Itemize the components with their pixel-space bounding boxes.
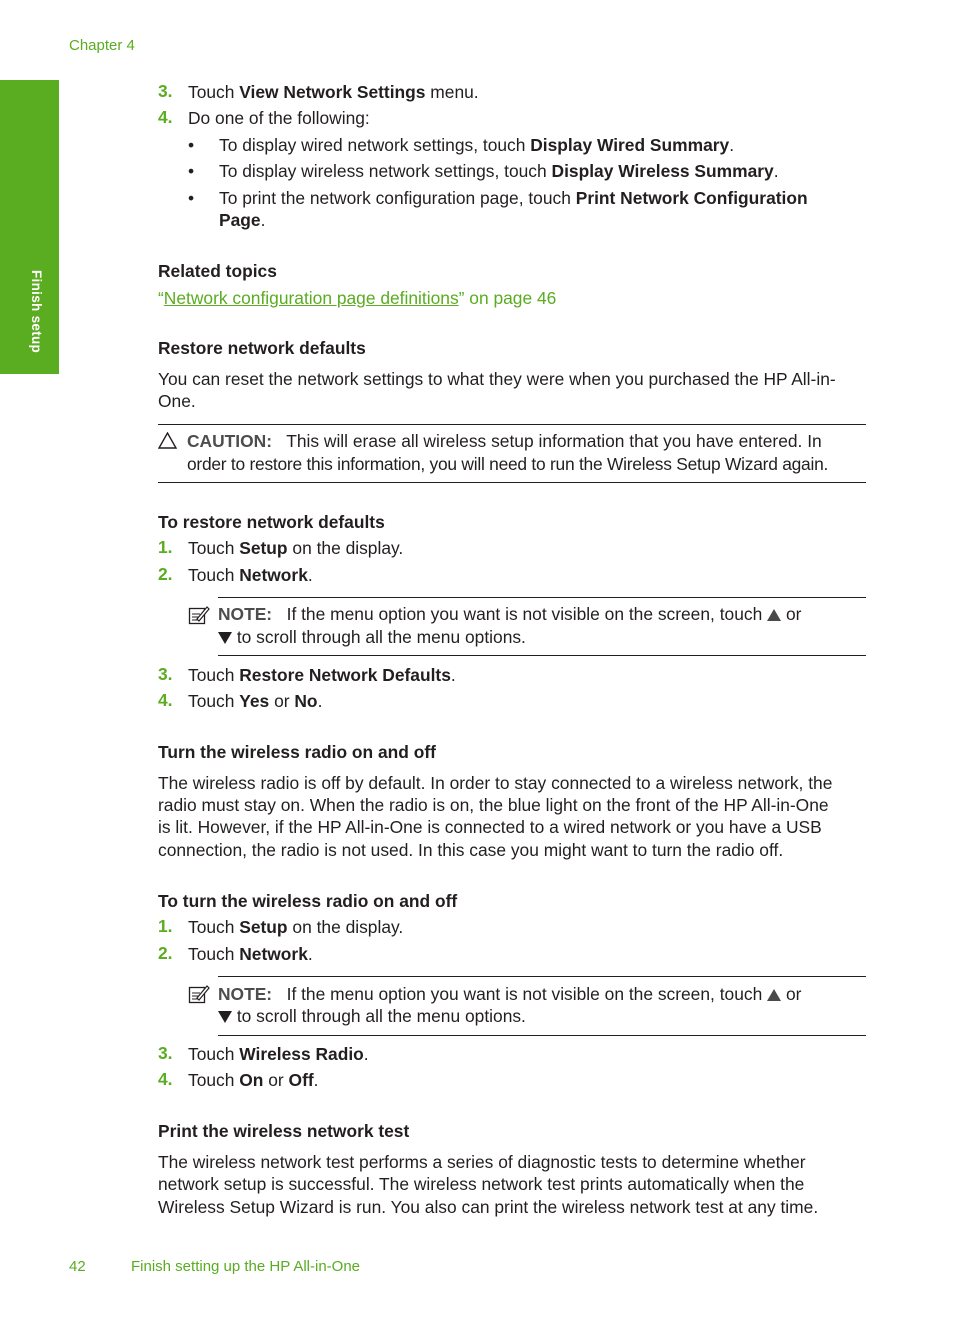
- paragraph-line: network setup is successful. The wireless network test prints automatically when the: [158, 1174, 805, 1194]
- caution-top-rule: [158, 424, 866, 425]
- paragraph-line: connection, the radio is not used. In this case you might want to turn the radio off.: [158, 840, 784, 860]
- caution-text: order to restore this information, you will need to run the Wireless Setup Wizard again.: [187, 454, 829, 474]
- note-top-rule: [218, 597, 866, 598]
- paragraph-line: You can reset the network settings to what they were when you purchased the HP All-in-: [158, 369, 836, 389]
- paragraph-line: Wireless Setup Wizard is run. You also can print the wireless network test at any time.: [158, 1197, 819, 1217]
- note-text: NOTE: If the menu option you want is not visible on the screen, touch or: [218, 984, 802, 1004]
- paragraph-line: is lit. However, if the HP All-in-One is connected to a wired network or you have a USB: [158, 817, 822, 837]
- note-text: to scroll through all the menu options.: [218, 1005, 526, 1027]
- up-arrow-icon: [767, 989, 781, 1001]
- paragraph-line: The wireless radio is off by default. In order to stay connected to a wireless network, the: [158, 773, 833, 793]
- paragraph-line: radio must stay on. When the radio is on, the blue light on the front of the HP All-in-One: [158, 795, 829, 815]
- section-heading-radio: Turn the wireless radio on and off: [158, 742, 436, 762]
- caution-bottom-rule: [158, 482, 866, 483]
- section-heading-test: Print the wireless network test: [158, 1121, 410, 1141]
- note-top-rule: [218, 976, 866, 977]
- procedure-heading-restore: To restore network defaults: [158, 512, 385, 532]
- note-text: NOTE: If the menu option you want is not visible on the screen, touch or: [218, 604, 802, 624]
- paragraph-line: One.: [158, 391, 196, 411]
- related-link[interactable]: “Network configuration page definitions” on page 46: [158, 288, 557, 308]
- procedure-heading-radio: To turn the wireless radio on and off: [158, 891, 458, 911]
- note-pencil-icon: [188, 984, 210, 1004]
- down-arrow-icon: [218, 1011, 232, 1023]
- footer-title: Finish setting up the HP All-in-One: [131, 1258, 361, 1275]
- note-bottom-rule: [218, 655, 866, 656]
- down-arrow-icon: [218, 632, 232, 644]
- up-arrow-icon: [767, 609, 781, 621]
- note-bottom-rule: [218, 1035, 866, 1036]
- note-pencil-icon: [188, 605, 210, 625]
- chapter-label: Chapter 4: [69, 37, 135, 54]
- caution-text: CAUTION: This will erase all wireless setup information that you have entered. In: [187, 431, 822, 451]
- note-text: to scroll through all the menu options.: [218, 626, 526, 648]
- related-topics-heading: Related topics: [158, 261, 277, 281]
- section-heading-restore: Restore network defaults: [158, 338, 366, 358]
- paragraph-line: The wireless network test performs a series of diagnostic tests to determine whether: [158, 1152, 806, 1172]
- page-number: 42: [69, 1258, 86, 1275]
- side-tab-label: Finish setup: [29, 270, 44, 354]
- caution-triangle-icon: [158, 432, 177, 449]
